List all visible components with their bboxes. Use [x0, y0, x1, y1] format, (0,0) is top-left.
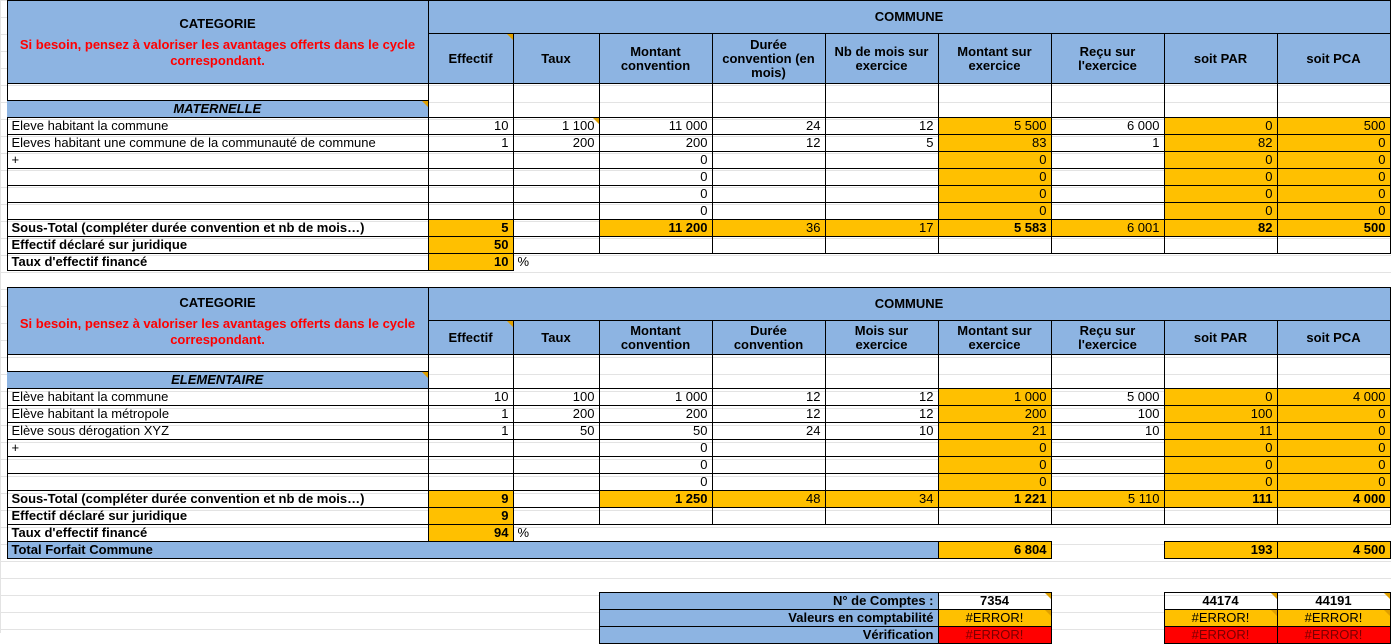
- cell-taux[interactable]: 1 100: [513, 118, 599, 135]
- col-header-effectif[interactable]: Effectif: [428, 321, 513, 355]
- spacer-duree-convention[interactable]: [712, 355, 825, 389]
- total-pca[interactable]: 4 500: [1277, 542, 1390, 559]
- percent-unit[interactable]: %: [517, 254, 530, 270]
- cell-montant-convention[interactable]: 50: [599, 423, 712, 440]
- cell-taux[interactable]: 200: [513, 135, 599, 152]
- cell[interactable]: [513, 237, 599, 254]
- cell-taux[interactable]: [513, 457, 599, 474]
- subtotal-soit-pca[interactable]: 500: [1277, 220, 1390, 237]
- cell-montant-exercice[interactable]: 200: [938, 406, 1051, 423]
- row-gutter: [0, 135, 7, 152]
- col-header-soit-pca[interactable]: soit PCA: [1277, 321, 1390, 355]
- subtotal-taux[interactable]: [513, 220, 599, 237]
- subtotal-soit-par[interactable]: 111: [1164, 491, 1277, 508]
- verif-montant[interactable]: #ERROR!: [938, 627, 1051, 644]
- row-gutter: [0, 271, 7, 288]
- verif-par[interactable]: #ERROR!: [1164, 627, 1277, 644]
- categorie-hint: Si besoin, pensez à valoriser les avantages offerts dans le cycle correspondant.: [19, 315, 416, 347]
- cell-soit-par[interactable]: 0: [1164, 474, 1277, 491]
- taux-value[interactable]: 10: [428, 254, 513, 271]
- taux-label[interactable]: Taux d'effectif financé: [7, 525, 428, 542]
- cell-duree-convention[interactable]: 24: [712, 423, 825, 440]
- subtotal-montant-exercice[interactable]: 5 583: [938, 220, 1051, 237]
- cycle-label[interactable]: MATERNELLE: [7, 101, 428, 118]
- total-label[interactable]: Total Forfait Commune: [7, 542, 938, 559]
- compte-par[interactable]: 44174: [1164, 593, 1277, 610]
- row-label[interactable]: +: [7, 152, 428, 169]
- cell-montant-convention[interactable]: 200: [599, 406, 712, 423]
- cell-montant-exercice[interactable]: 0: [938, 152, 1051, 169]
- cell[interactable]: [938, 508, 1051, 525]
- cell-recu-exercice[interactable]: [1051, 440, 1164, 457]
- cell-montant-convention[interactable]: 1 000: [599, 389, 712, 406]
- spacer-soit-par[interactable]: [1164, 355, 1277, 389]
- row-label[interactable]: Eleves habitant une commune de la communauté de commune: [7, 135, 428, 152]
- cell-montant-convention[interactable]: 0: [599, 440, 712, 457]
- col-header-soit-par[interactable]: soit PAR: [1164, 34, 1277, 84]
- subtotal-mois-exercice[interactable]: 17: [825, 220, 938, 237]
- cell-recu-exercice[interactable]: 1: [1051, 135, 1164, 152]
- cell-duree-convention[interactable]: [712, 186, 825, 203]
- cell-effectif[interactable]: 1: [428, 406, 513, 423]
- col-header-mois-exercice[interactable]: Mois sur exercice: [825, 321, 938, 355]
- cell[interactable]: [1164, 508, 1277, 525]
- row-gutter: [0, 254, 7, 271]
- comptes-label[interactable]: N° de Comptes :: [599, 593, 938, 610]
- row-gutter: [0, 559, 7, 576]
- subtotal-montant-exercice[interactable]: 1 221: [938, 491, 1051, 508]
- cell-duree-convention[interactable]: 12: [712, 389, 825, 406]
- cell[interactable]: [1051, 237, 1164, 254]
- col-header-montant-exercice[interactable]: Montant sur exercice: [938, 321, 1051, 355]
- cell-effectif[interactable]: [428, 203, 513, 220]
- col-header-montant-convention[interactable]: Montant convention: [599, 34, 712, 84]
- valeur-par[interactable]: #ERROR!: [1164, 610, 1277, 627]
- categorie-header[interactable]: [7, 1, 428, 84]
- cell[interactable]: [1051, 610, 1164, 627]
- cell-recu-exercice[interactable]: [1051, 457, 1164, 474]
- row-gutter: [0, 542, 7, 559]
- cell-effectif[interactable]: 10: [428, 118, 513, 135]
- row-label[interactable]: [7, 474, 428, 491]
- spacer-mois-exercice[interactable]: [825, 84, 938, 118]
- cell[interactable]: [712, 525, 825, 542]
- cell-montant-convention[interactable]: 0: [599, 457, 712, 474]
- cell[interactable]: [1164, 237, 1277, 254]
- cell-montant-exercice[interactable]: 0: [938, 186, 1051, 203]
- subtotal-montant-convention[interactable]: 11 200: [599, 220, 712, 237]
- spacer-soit-par[interactable]: [1164, 84, 1277, 118]
- cell[interactable]: [599, 237, 712, 254]
- cell-mois-exercice[interactable]: 10: [825, 423, 938, 440]
- cell-soit-par[interactable]: 0: [1164, 118, 1277, 135]
- cell-montant-convention[interactable]: 0: [599, 186, 712, 203]
- cell-recu-exercice[interactable]: [1051, 203, 1164, 220]
- cell-montant-exercice[interactable]: 0: [938, 203, 1051, 220]
- cell-montant-exercice[interactable]: 5 500: [938, 118, 1051, 135]
- row-gutter: [0, 372, 7, 389]
- cell[interactable]: [938, 525, 1051, 542]
- row-gutter: [0, 1, 7, 34]
- subtotal-label[interactable]: Sous-Total (compléter durée convention et nb de mois…): [7, 220, 428, 237]
- cell-montant-exercice[interactable]: 83: [938, 135, 1051, 152]
- cell-montant-exercice[interactable]: 0: [938, 169, 1051, 186]
- cell-recu-exercice[interactable]: 100: [1051, 406, 1164, 423]
- row-gutter: [0, 576, 7, 593]
- categorie-header[interactable]: [7, 288, 428, 355]
- cell-duree-convention[interactable]: [712, 152, 825, 169]
- row-gutter: [0, 220, 7, 237]
- cell-mois-exercice[interactable]: [825, 169, 938, 186]
- row-gutter: [0, 593, 7, 610]
- row-gutter: [0, 101, 7, 118]
- cell[interactable]: [825, 508, 938, 525]
- cycle-label[interactable]: ELEMENTAIRE: [7, 372, 428, 389]
- subtotal-soit-pca[interactable]: 4 000: [1277, 491, 1390, 508]
- col-header-effectif[interactable]: Effectif: [428, 34, 513, 84]
- cell-duree-convention[interactable]: [712, 440, 825, 457]
- cell-montant-exercice[interactable]: 0: [938, 474, 1051, 491]
- cell[interactable]: [712, 254, 825, 271]
- row-gutter: [0, 406, 7, 423]
- col-header-soit-par[interactable]: soit PAR: [1164, 321, 1277, 355]
- row-gutter: [0, 525, 7, 542]
- spacer-effectif[interactable]: [428, 84, 513, 118]
- subtotal-montant-convention[interactable]: 1 250: [599, 491, 712, 508]
- cell-effectif[interactable]: [428, 440, 513, 457]
- row-gutter: [0, 321, 7, 355]
- cell-effectif[interactable]: [428, 457, 513, 474]
- row-gutter: [0, 169, 7, 186]
- row-label[interactable]: [7, 203, 428, 220]
- spacer-montant-convention[interactable]: [599, 355, 712, 389]
- subtotal-mois-exercice[interactable]: 34: [825, 491, 938, 508]
- cell[interactable]: [599, 508, 712, 525]
- cell-effectif[interactable]: [428, 474, 513, 491]
- cell-duree-convention[interactable]: 12: [712, 406, 825, 423]
- subtotal-recu-exercice[interactable]: 6 001: [1051, 220, 1164, 237]
- subtotal-recu-exercice[interactable]: 5 110: [1051, 491, 1164, 508]
- valeur-montant[interactable]: #ERROR!: [938, 610, 1051, 627]
- cell-montant-convention[interactable]: 11 000: [599, 118, 712, 135]
- cell[interactable]: [599, 254, 712, 271]
- cell[interactable]: [7, 271, 1390, 288]
- cell[interactable]: [1277, 237, 1390, 254]
- cell[interactable]: [7, 593, 599, 610]
- cell-effectif[interactable]: [428, 152, 513, 169]
- cell-duree-convention[interactable]: 12: [712, 135, 825, 152]
- subtotal-label[interactable]: Sous-Total (compléter durée convention et nb de mois…): [7, 491, 428, 508]
- verification-label[interactable]: Vérification: [599, 627, 938, 644]
- cell-mois-exercice[interactable]: [825, 457, 938, 474]
- subtotal-duree-convention[interactable]: 48: [712, 491, 825, 508]
- cell-mois-exercice[interactable]: 12: [825, 389, 938, 406]
- row-label[interactable]: [7, 169, 428, 186]
- cell-taux[interactable]: [513, 186, 599, 203]
- cell-soit-par[interactable]: 0: [1164, 457, 1277, 474]
- spacer-cell[interactable]: [7, 84, 428, 101]
- row-gutter: [0, 203, 7, 220]
- cell-recu-exercice[interactable]: [1051, 186, 1164, 203]
- cell-taux[interactable]: [513, 152, 599, 169]
- row-gutter: [0, 237, 7, 254]
- row-label[interactable]: [7, 186, 428, 203]
- cell-soit-pca[interactable]: 0: [1277, 152, 1390, 169]
- cell-soit-par[interactable]: 0: [1164, 169, 1277, 186]
- col-header-taux[interactable]: Taux: [513, 321, 599, 355]
- cell-soit-pca[interactable]: 0: [1277, 186, 1390, 203]
- cell-soit-par[interactable]: 0: [1164, 389, 1277, 406]
- cell[interactable]: [712, 508, 825, 525]
- subtotal-effectif[interactable]: 5: [428, 220, 513, 237]
- cell-soit-pca[interactable]: 0: [1277, 203, 1390, 220]
- spacer-recu-exercice[interactable]: [1051, 84, 1164, 118]
- col-header-recu-exercice[interactable]: Reçu sur l'exercice: [1051, 321, 1164, 355]
- col-header-montant-convention[interactable]: Montant convention: [599, 321, 712, 355]
- cell-mois-exercice[interactable]: 5: [825, 135, 938, 152]
- cell[interactable]: [1277, 254, 1390, 271]
- row-gutter: [0, 508, 7, 525]
- row-gutter: [0, 627, 7, 644]
- categorie-hint: Si besoin, pensez à valoriser les avantages offerts dans le cycle correspondant.: [19, 36, 416, 68]
- row-gutter: [0, 610, 7, 627]
- cell-soit-par[interactable]: 82: [1164, 135, 1277, 152]
- spacer-soit-pca[interactable]: [1277, 84, 1390, 118]
- row-gutter: [0, 491, 7, 508]
- compte-pca[interactable]: 44191: [1277, 593, 1390, 610]
- cell-mois-exercice[interactable]: [825, 474, 938, 491]
- cell-soit-par[interactable]: 100: [1164, 406, 1277, 423]
- cell-soit-pca[interactable]: 0: [1277, 474, 1390, 491]
- spacer-taux[interactable]: [513, 355, 599, 389]
- row-gutter: [0, 389, 7, 406]
- subtotal-duree-convention[interactable]: 36: [712, 220, 825, 237]
- declared-value[interactable]: 9: [428, 508, 513, 525]
- cell-recu-exercice[interactable]: [1051, 474, 1164, 491]
- cell-taux[interactable]: [513, 203, 599, 220]
- cell[interactable]: [1051, 542, 1164, 559]
- cell-duree-convention[interactable]: [712, 203, 825, 220]
- col-header-duree-convention[interactable]: Durée convention: [712, 321, 825, 355]
- cell[interactable]: [1051, 627, 1164, 644]
- valeur-pca[interactable]: #ERROR!: [1277, 610, 1390, 627]
- cell-mois-exercice[interactable]: 12: [825, 118, 938, 135]
- cell-soit-pca[interactable]: 0: [1277, 423, 1390, 440]
- cell[interactable]: [1164, 525, 1277, 542]
- cell-montant-exercice[interactable]: 21: [938, 423, 1051, 440]
- cell-duree-convention[interactable]: [712, 474, 825, 491]
- cell-soit-pca[interactable]: 0: [1277, 169, 1390, 186]
- row-gutter: [0, 440, 7, 457]
- cell-montant-convention[interactable]: 200: [599, 135, 712, 152]
- cell-effectif[interactable]: 1: [428, 135, 513, 152]
- row-label[interactable]: Elève habitant la commune: [7, 389, 428, 406]
- cell-mois-exercice[interactable]: [825, 152, 938, 169]
- cell-mois-exercice[interactable]: 12: [825, 406, 938, 423]
- cell-montant-convention[interactable]: 0: [599, 152, 712, 169]
- taux-value[interactable]: 94: [428, 525, 513, 542]
- cell[interactable]: [938, 237, 1051, 254]
- subtotal-soit-par[interactable]: 82: [1164, 220, 1277, 237]
- cell[interactable]: [1164, 254, 1277, 271]
- row-gutter: [0, 474, 7, 491]
- cell-montant-convention[interactable]: 0: [599, 169, 712, 186]
- cell-soit-par[interactable]: 0: [1164, 440, 1277, 457]
- cell-taux[interactable]: 200: [513, 406, 599, 423]
- row-label[interactable]: Eleve habitant la commune: [7, 118, 428, 135]
- cell-soit-par[interactable]: 0: [1164, 186, 1277, 203]
- categorie-title: CATEGORIE: [179, 15, 256, 31]
- declared-label[interactable]: Effectif déclaré sur juridique: [7, 508, 428, 525]
- cell-soit-par[interactable]: 0: [1164, 203, 1277, 220]
- cell-mois-exercice[interactable]: [825, 440, 938, 457]
- cell[interactable]: [513, 508, 599, 525]
- col-header-montant-exercice[interactable]: Montant sur exercice: [938, 34, 1051, 84]
- cell[interactable]: [599, 525, 712, 542]
- cell-taux[interactable]: [513, 474, 599, 491]
- cell[interactable]: [1277, 508, 1390, 525]
- subtotal-effectif[interactable]: 9: [428, 491, 513, 508]
- cell-montant-exercice[interactable]: 0: [938, 457, 1051, 474]
- cell-soit-par[interactable]: 0: [1164, 152, 1277, 169]
- valeurs-label[interactable]: Valeurs en comptabilité: [599, 610, 938, 627]
- cell-recu-exercice[interactable]: 5 000: [1051, 389, 1164, 406]
- row-gutter: [0, 34, 7, 84]
- col-header-soit-pca[interactable]: soit PCA: [1277, 34, 1390, 84]
- cell[interactable]: [825, 525, 938, 542]
- percent-unit[interactable]: %: [517, 525, 530, 540]
- cell-effectif[interactable]: 1: [428, 423, 513, 440]
- spacer-taux[interactable]: [513, 84, 599, 118]
- total-montant[interactable]: 6 804: [938, 542, 1051, 559]
- cell[interactable]: [7, 559, 1390, 576]
- cell-taux[interactable]: 50: [513, 423, 599, 440]
- cell[interactable]: [1051, 254, 1164, 271]
- spacer-soit-pca[interactable]: [1277, 355, 1390, 389]
- row-gutter: [0, 288, 7, 321]
- spacer-cell[interactable]: [7, 355, 428, 372]
- cell-taux[interactable]: [513, 169, 599, 186]
- cell[interactable]: [1051, 525, 1164, 542]
- row-gutter: [0, 355, 7, 372]
- row-gutter: [0, 84, 7, 101]
- cell-recu-exercice[interactable]: 10: [1051, 423, 1164, 440]
- cell-recu-exercice[interactable]: [1051, 152, 1164, 169]
- cell-taux[interactable]: [513, 440, 599, 457]
- cell-montant-exercice[interactable]: 0: [938, 440, 1051, 457]
- compte-montant[interactable]: 7354: [938, 593, 1051, 610]
- col-header-mois-exercice[interactable]: Nb de mois sur exercice: [825, 34, 938, 84]
- taux-label[interactable]: Taux d'effectif financé: [7, 254, 428, 271]
- cell[interactable]: [7, 610, 599, 627]
- cell-mois-exercice[interactable]: [825, 203, 938, 220]
- categorie-title: CATEGORIE: [179, 294, 256, 310]
- col-header-taux[interactable]: Taux: [513, 34, 599, 84]
- cell-recu-exercice[interactable]: [1051, 169, 1164, 186]
- commune-header[interactable]: COMMUNE: [428, 288, 1390, 321]
- cell-soit-pca[interactable]: 0: [1277, 457, 1390, 474]
- spacer-duree-convention[interactable]: [712, 84, 825, 118]
- cell-montant-convention[interactable]: 0: [599, 474, 712, 491]
- subtotal-taux[interactable]: [513, 491, 599, 508]
- col-header-recu-exercice[interactable]: Reçu sur l'exercice: [1051, 34, 1164, 84]
- cell-soit-pca[interactable]: 500: [1277, 118, 1390, 135]
- row-gutter: [0, 457, 7, 474]
- cell-effectif[interactable]: [428, 186, 513, 203]
- cell-soit-pca[interactable]: 0: [1277, 135, 1390, 152]
- row-gutter: [0, 118, 7, 135]
- row-label[interactable]: [7, 457, 428, 474]
- row-label[interactable]: Elève sous dérogation XYZ: [7, 423, 428, 440]
- cell-taux[interactable]: 100: [513, 389, 599, 406]
- cell-montant-exercice[interactable]: 1 000: [938, 389, 1051, 406]
- cell[interactable]: [825, 237, 938, 254]
- spacer-montant-exercice[interactable]: [938, 355, 1051, 389]
- total-par[interactable]: 193: [1164, 542, 1277, 559]
- spacer-montant-convention[interactable]: [599, 84, 712, 118]
- row-gutter: [0, 152, 7, 169]
- cell-montant-convention[interactable]: 0: [599, 203, 712, 220]
- spacer-montant-exercice[interactable]: [938, 84, 1051, 118]
- cell-duree-convention[interactable]: [712, 457, 825, 474]
- row-label[interactable]: +: [7, 440, 428, 457]
- cell-soit-pca[interactable]: 4 000: [1277, 389, 1390, 406]
- cell[interactable]: [7, 627, 599, 644]
- row-gutter: [0, 186, 7, 203]
- col-header-duree-convention[interactable]: Durée convention (en mois): [712, 34, 825, 84]
- cell-effectif[interactable]: [428, 169, 513, 186]
- spacer-recu-exercice[interactable]: [1051, 355, 1164, 389]
- verif-pca[interactable]: #ERROR!: [1277, 627, 1390, 644]
- cell[interactable]: [1277, 525, 1390, 542]
- cell[interactable]: [1051, 508, 1164, 525]
- cell[interactable]: [712, 237, 825, 254]
- cell-duree-convention[interactable]: [712, 169, 825, 186]
- spacer-effectif[interactable]: [428, 355, 513, 389]
- cell-mois-exercice[interactable]: [825, 186, 938, 203]
- cell-duree-convention[interactable]: 24: [712, 118, 825, 135]
- cell[interactable]: [938, 254, 1051, 271]
- cell[interactable]: [7, 576, 1390, 593]
- cell-recu-exercice[interactable]: 6 000: [1051, 118, 1164, 135]
- cell[interactable]: [1051, 593, 1164, 610]
- row-label[interactable]: Elève habitant la métropole: [7, 406, 428, 423]
- row-gutter: [0, 423, 7, 440]
- cell-soit-par[interactable]: 11: [1164, 423, 1277, 440]
- cell-soit-pca[interactable]: 0: [1277, 406, 1390, 423]
- cell-effectif[interactable]: 10: [428, 389, 513, 406]
- declared-label[interactable]: Effectif déclaré sur juridique: [7, 237, 428, 254]
- declared-value[interactable]: 50: [428, 237, 513, 254]
- commune-header[interactable]: COMMUNE: [428, 1, 1390, 34]
- spacer-mois-exercice[interactable]: [825, 355, 938, 389]
- cell[interactable]: [825, 254, 938, 271]
- cell-soit-pca[interactable]: 0: [1277, 440, 1390, 457]
